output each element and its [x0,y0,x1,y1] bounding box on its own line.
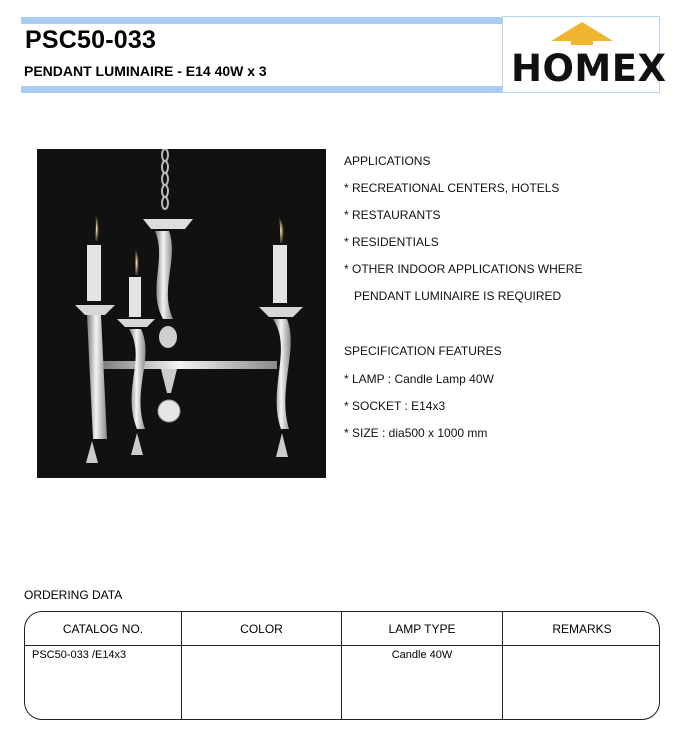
ordering-table [24,611,660,720]
ordering-data-title: ORDERING DATA [24,588,123,602]
column-header-lamp-type: LAMP TYPE [388,622,456,636]
applications-item: * OTHER INDOOR APPLICATIONS WHERE [344,262,583,276]
table-header-divider [25,645,659,646]
specification-item: * SOCKET : E14x3 [344,399,446,413]
table-cell-catalog: PSC50-033 /E14x3 [32,649,127,661]
header-accent-bar-bottom [21,86,502,93]
specification-item: * SIZE : dia500 x 1000 mm [344,426,488,440]
header-accent-bar-top [21,17,502,24]
brand-logo [502,16,667,93]
applications-item: PENDANT LUMINAIRE IS REQUIRED [344,289,562,303]
house-roof-icon [549,21,615,45]
applications-item: * RESTAURANTS [344,208,441,222]
applications-item: * RECREATIONAL CENTERS, HOTELS [344,181,560,195]
chandelier-photo-icon [37,149,326,478]
specification-heading: SPECIFICATION FEATURES [344,344,502,358]
column-header-color: COLOR [240,622,283,636]
logo-wordmark: HOMEX [511,47,667,90]
product-code-title: PSC50-033 [25,26,157,54]
specification-item: * LAMP : Candle Lamp 40W [344,372,494,386]
applications-item: * RESIDENTIALS [344,235,439,249]
applications-heading: APPLICATIONS [344,154,431,168]
product-subtitle: PENDANT LUMINAIRE - E14 40W x 3 [24,63,267,79]
table-cell-lamp-type: Candle 40W [391,649,453,661]
column-header-remarks: REMARKS [552,622,612,636]
column-header-catalog: CATALOG NO. [62,622,144,636]
product-photo [37,149,326,478]
